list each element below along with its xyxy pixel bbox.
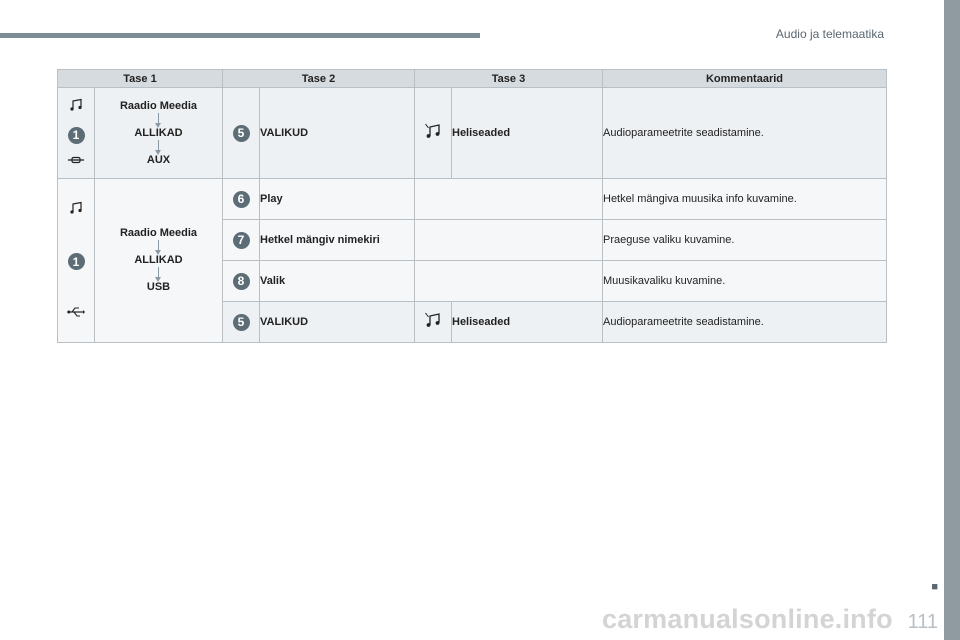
header-comments: Kommentaarid <box>603 70 887 88</box>
level2-badge-cell <box>223 88 260 179</box>
flow-item: Raadio Meedia <box>119 99 198 112</box>
usb-icon <box>67 306 85 321</box>
level2-label: Valik <box>260 261 415 302</box>
level2-label: Play <box>260 179 415 220</box>
comment-cell: Hetkel mängiva muusika info kuvamine. <box>603 179 887 220</box>
flow-arrow <box>158 267 159 278</box>
flow-item: USB <box>146 281 171 293</box>
level1-icon-cell <box>58 88 95 179</box>
level3-empty-cell <box>415 220 603 261</box>
watermark: carmanualsonline.info <box>602 604 893 634</box>
step-badge: 1 <box>68 253 85 270</box>
step-badge: 1 <box>68 127 85 144</box>
flow-item: AUX <box>146 153 171 166</box>
level3-icon-cell <box>415 302 452 343</box>
aux-cable-icon <box>67 155 85 168</box>
level2-badge-cell <box>223 261 260 302</box>
level3-empty-cell <box>415 261 603 302</box>
flow-arrow <box>158 140 159 151</box>
flow-arrow <box>158 240 159 251</box>
menu-table <box>57 69 887 343</box>
level2-badge-cell <box>223 179 260 220</box>
comment-cell: Praeguse valiku kuvamine. <box>603 220 887 261</box>
page-dots: ■ <box>931 581 938 593</box>
section-title: Audio ja telemaatika <box>775 27 884 41</box>
level2-badge-cell <box>223 302 260 343</box>
level1-flow-cell <box>95 179 223 343</box>
flow-arrow <box>158 113 159 124</box>
level2-label: Hetkel mängiv nimekiri <box>260 220 415 261</box>
flow-item: ALLIKAD <box>134 126 183 139</box>
level1-flow-cell <box>95 88 223 179</box>
level2-label: VALIKUD <box>260 302 415 343</box>
table-row <box>58 88 887 179</box>
flow-item: Raadio Meedia <box>119 227 198 239</box>
flow-item: ALLIKAD <box>134 254 183 266</box>
table-row <box>58 179 887 220</box>
top-accent-bar <box>0 33 480 38</box>
step-badge: 6 <box>233 191 250 208</box>
level2-badge-cell <box>223 220 260 261</box>
step-badge: 7 <box>233 232 250 249</box>
comment-cell: Audioparameetrite seadistamine. <box>603 302 887 343</box>
level3-empty-cell <box>415 179 603 220</box>
header-level-1: Tase 1 <box>58 70 223 88</box>
step-badge: 8 <box>233 273 250 290</box>
level1-icon-cell <box>58 179 95 343</box>
music-settings-icon <box>424 125 442 144</box>
music-settings-icon <box>424 314 442 333</box>
header-level-2: Tase 2 <box>223 70 415 88</box>
table-header-row <box>58 70 887 88</box>
level3-label: Heliseaded <box>452 302 603 343</box>
header-level-3: Tase 3 <box>415 70 603 88</box>
page-number: 111 <box>907 611 938 633</box>
level3-label: Heliseaded <box>452 88 603 179</box>
step-badge: 5 <box>233 314 250 331</box>
music-note-icon <box>69 201 83 218</box>
step-badge: 5 <box>233 125 250 142</box>
comment-cell: Muusikavaliku kuvamine. <box>603 261 887 302</box>
level3-icon-cell <box>415 88 452 179</box>
level2-label: VALIKUD <box>260 88 415 179</box>
comment-cell: Audioparameetrite seadistamine. <box>603 88 887 179</box>
music-note-icon <box>69 98 83 115</box>
side-strip <box>944 0 960 640</box>
